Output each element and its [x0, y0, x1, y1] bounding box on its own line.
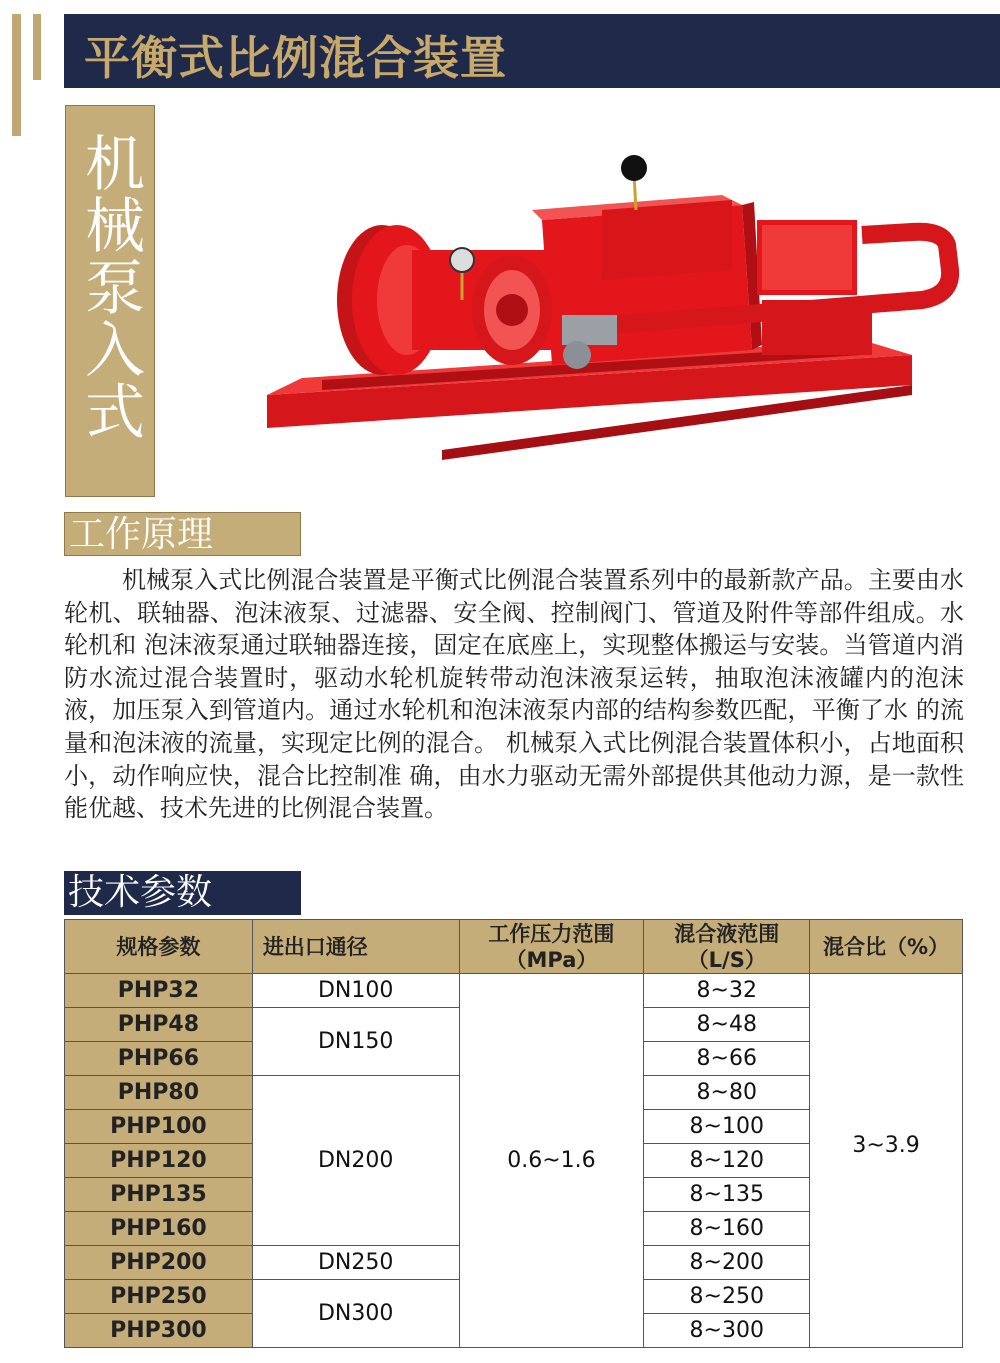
port-cell: DN200 [252, 1076, 459, 1246]
work-principle-text: 机械泵入式比例混合装置是平衡式比例混合装置系列中的最新款产品。主要由水轮机、联轴器、泡沫液泵、过滤器、安全阀、控制阀门、管道及附件等部件组成。水轮机和 泡沫液泵通过联轴器连接，固定在底座上，实现整体搬运与安装。当管道内消防水流过混合装置时，驱动水轮机旋转带动泡沫液泵运转，抽取泡沫液罐内的泡沫 液，加压泵入到管道内。通过水轮机和泡沫液泵内部的结构参数匹配，平衡了水 的流量和泡沫液的流量，实现定比例的混合。 机械泵入式比例混合装置体积小，占地面积小，动作响应快，混合比控制准 确，由水力驱动无需外部提供其他动力源，是一款性能优越、技术先进的比例混合装置。 [64, 566, 964, 823]
side-label-panel [65, 105, 155, 497]
header-pressure-line1: 工作压力范围 [488, 921, 615, 946]
side-label: 机械泵入式 [75, 132, 145, 442]
header-flow-line2: （L/S） [687, 947, 766, 972]
section-header-tech-params: 技术参数 [64, 871, 301, 915]
ratio-cell: 3~3.9 [810, 974, 963, 1348]
model-cell: PHP100 [65, 1110, 253, 1144]
page-title: 平衡式比例混合装置 [84, 31, 507, 85]
model-cell: PHP300 [65, 1314, 253, 1348]
flow-cell: 8~48 [644, 1008, 810, 1042]
flow-cell: 8~250 [644, 1280, 810, 1314]
flow-cell: 8~100 [644, 1110, 810, 1144]
section-header-work-principle: 工作原理 [64, 512, 301, 556]
model-cell: PHP48 [65, 1008, 253, 1042]
model-cell: PHP32 [65, 974, 253, 1008]
header-flow [644, 920, 810, 974]
table-header-row [65, 920, 963, 974]
pressure-cell: 0.6~1.6 [459, 974, 644, 1348]
header-pressure [459, 920, 644, 974]
port-cell: DN300 [252, 1280, 459, 1348]
decor-gold-bar [33, 14, 41, 80]
port-cell: DN150 [252, 1008, 459, 1076]
port-cell: DN100 [252, 974, 459, 1008]
flow-cell: 8~135 [644, 1178, 810, 1212]
port-cell: DN250 [252, 1246, 459, 1280]
header-ratio: 混合比（%） [810, 920, 963, 974]
title-banner [64, 14, 1000, 88]
header-flow-line1: 混合液范围 [674, 921, 780, 946]
decor-gold-bar [12, 14, 21, 136]
flow-cell: 8~32 [644, 974, 810, 1008]
model-cell: PHP135 [65, 1178, 253, 1212]
model-cell: PHP250 [65, 1280, 253, 1314]
model-cell: PHP120 [65, 1144, 253, 1178]
model-cell: PHP160 [65, 1212, 253, 1246]
product-illustration [262, 150, 962, 460]
flow-cell: 8~160 [644, 1212, 810, 1246]
model-cell: PHP66 [65, 1042, 253, 1076]
header-model: 规格参数 [65, 920, 253, 974]
flow-cell: 8~66 [644, 1042, 810, 1076]
flow-cell: 8~120 [644, 1144, 810, 1178]
flow-cell: 8~200 [644, 1246, 810, 1280]
spec-table [64, 919, 963, 1348]
flow-cell: 8~300 [644, 1314, 810, 1348]
model-cell: PHP200 [65, 1246, 253, 1280]
table-row [65, 974, 963, 1008]
header-pressure-line2: （MPa） [505, 947, 598, 972]
header-port: 进出口通径 [252, 920, 459, 974]
flow-cell: 8~80 [644, 1076, 810, 1110]
model-cell: PHP80 [65, 1076, 253, 1110]
